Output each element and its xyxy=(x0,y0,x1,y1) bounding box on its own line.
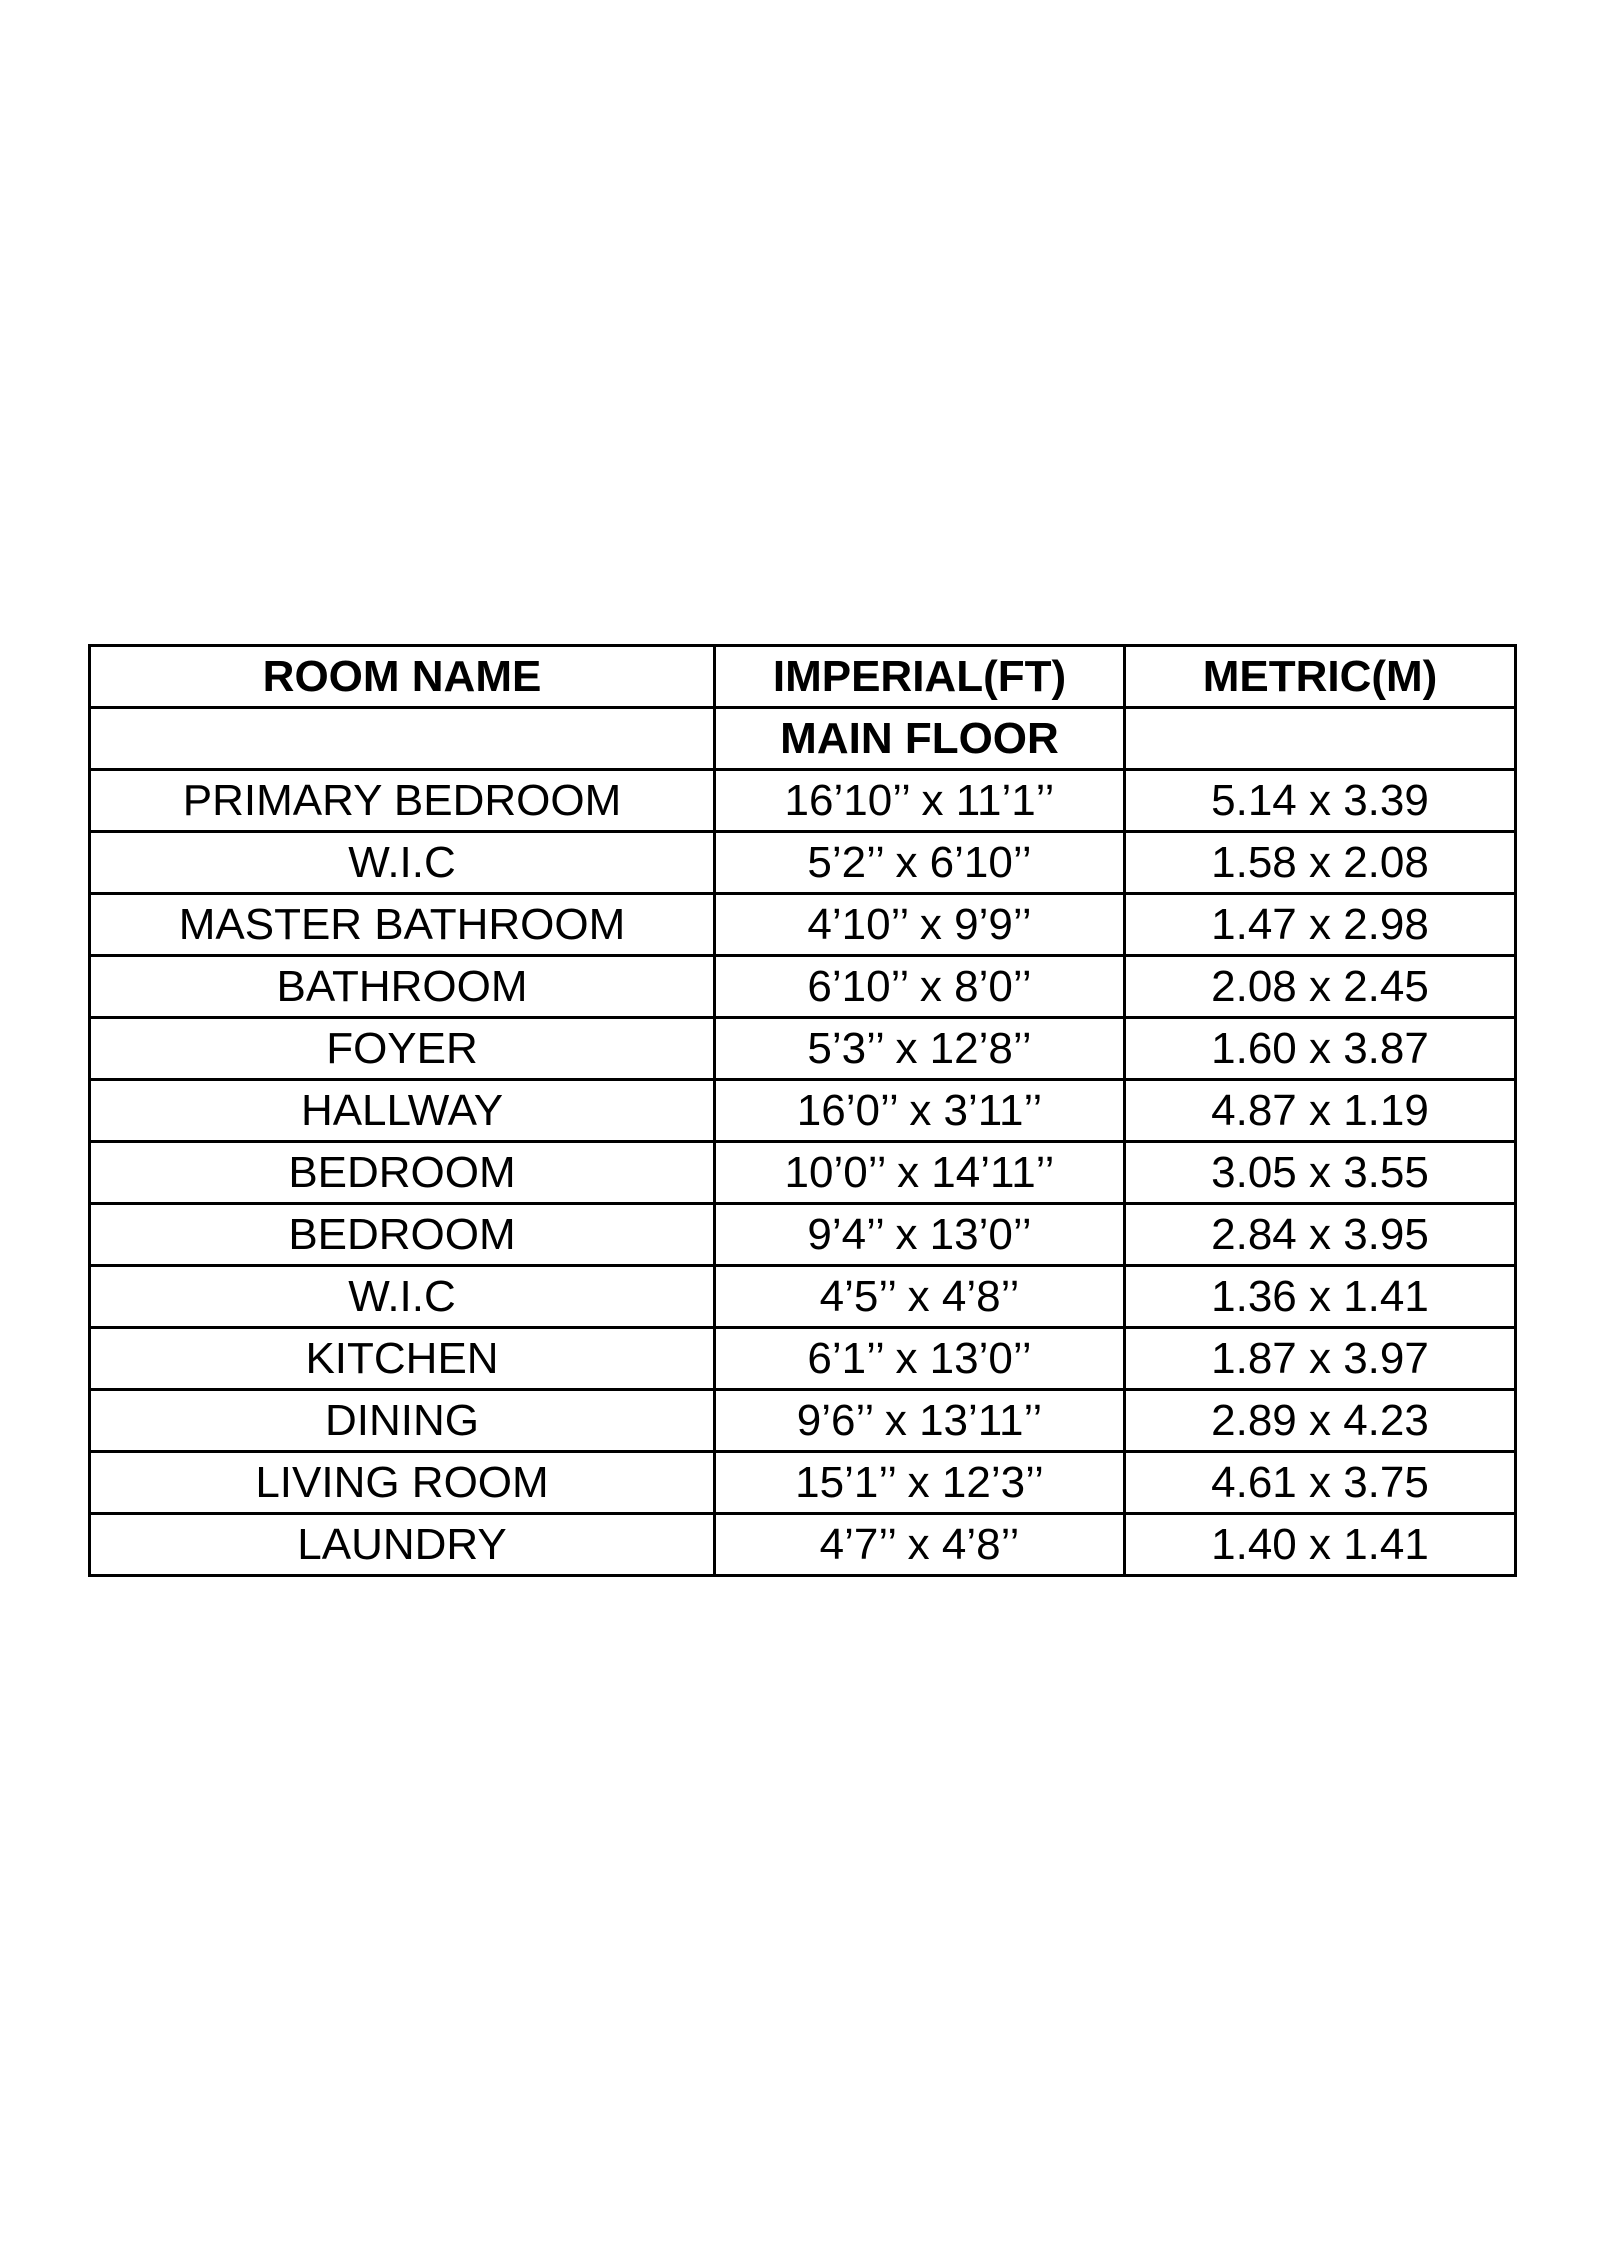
section-room-name-cell xyxy=(90,708,715,770)
header-imperial: IMPERIAL(FT) xyxy=(715,646,1125,708)
metric-cell: 1.58 x 2.08 xyxy=(1125,832,1516,894)
table-row xyxy=(90,1328,1516,1390)
imperial-cell: 5’3’’ x 12’8’’ xyxy=(715,1018,1125,1080)
metric-cell: 1.60 x 3.87 xyxy=(1125,1018,1516,1080)
imperial-cell: 6’1’’ x 13’0’’ xyxy=(715,1328,1125,1390)
room-name-cell: W.I.C xyxy=(90,832,715,894)
imperial-cell: 4’10’’ x 9’9’’ xyxy=(715,894,1125,956)
section-metric-cell xyxy=(1125,708,1516,770)
room-name-cell: DINING xyxy=(90,1390,715,1452)
imperial-cell: 15’1’’ x 12’3’’ xyxy=(715,1452,1125,1514)
room-name-cell: MASTER BATHROOM xyxy=(90,894,715,956)
room-name-cell: BATHROOM xyxy=(90,956,715,1018)
room-dimensions-table xyxy=(88,644,1517,1577)
imperial-cell: 10’0’’ x 14’11’’ xyxy=(715,1142,1125,1204)
imperial-cell: 16’0’’ x 3’11’’ xyxy=(715,1080,1125,1142)
room-name-cell: LAUNDRY xyxy=(90,1514,715,1576)
section-label: MAIN FLOOR xyxy=(715,708,1125,770)
header-metric: METRIC(M) xyxy=(1125,646,1516,708)
room-name-cell: FOYER xyxy=(90,1018,715,1080)
room-name-cell: LIVING ROOM xyxy=(90,1452,715,1514)
imperial-cell: 9’6’’ x 13’11’’ xyxy=(715,1390,1125,1452)
metric-cell: 2.08 x 2.45 xyxy=(1125,956,1516,1018)
room-name-cell: BEDROOM xyxy=(90,1142,715,1204)
metric-cell: 5.14 x 3.39 xyxy=(1125,770,1516,832)
metric-cell: 2.84 x 3.95 xyxy=(1125,1204,1516,1266)
room-name-cell: HALLWAY xyxy=(90,1080,715,1142)
table-row xyxy=(90,832,1516,894)
metric-cell: 1.47 x 2.98 xyxy=(1125,894,1516,956)
table-body xyxy=(90,708,1516,1576)
table-row xyxy=(90,1514,1516,1576)
imperial-cell: 16’10’’ x 11’1’’ xyxy=(715,770,1125,832)
section-row xyxy=(90,708,1516,770)
table-row xyxy=(90,1204,1516,1266)
table-row xyxy=(90,956,1516,1018)
table-row xyxy=(90,1266,1516,1328)
metric-cell: 1.40 x 1.41 xyxy=(1125,1514,1516,1576)
metric-cell: 2.89 x 4.23 xyxy=(1125,1390,1516,1452)
room-name-cell: W.I.C xyxy=(90,1266,715,1328)
table-row xyxy=(90,1142,1516,1204)
room-name-cell: KITCHEN xyxy=(90,1328,715,1390)
room-name-cell: BEDROOM xyxy=(90,1204,715,1266)
metric-cell: 4.87 x 1.19 xyxy=(1125,1080,1516,1142)
table-row xyxy=(90,1018,1516,1080)
metric-cell: 1.36 x 1.41 xyxy=(1125,1266,1516,1328)
table-row xyxy=(90,1080,1516,1142)
table-row xyxy=(90,1452,1516,1514)
header-row xyxy=(90,646,1516,708)
metric-cell: 3.05 x 3.55 xyxy=(1125,1142,1516,1204)
header-room-name: ROOM NAME xyxy=(90,646,715,708)
imperial-cell: 4’7’’ x 4’8’’ xyxy=(715,1514,1125,1576)
imperial-cell: 4’5’’ x 4’8’’ xyxy=(715,1266,1125,1328)
imperial-cell: 6’10’’ x 8’0’’ xyxy=(715,956,1125,1018)
table-row xyxy=(90,1390,1516,1452)
imperial-cell: 5’2’’ x 6’10’’ xyxy=(715,832,1125,894)
table-row xyxy=(90,770,1516,832)
imperial-cell: 9’4’’ x 13’0’’ xyxy=(715,1204,1125,1266)
table-row xyxy=(90,894,1516,956)
room-name-cell: PRIMARY BEDROOM xyxy=(90,770,715,832)
metric-cell: 1.87 x 3.97 xyxy=(1125,1328,1516,1390)
metric-cell: 4.61 x 3.75 xyxy=(1125,1452,1516,1514)
